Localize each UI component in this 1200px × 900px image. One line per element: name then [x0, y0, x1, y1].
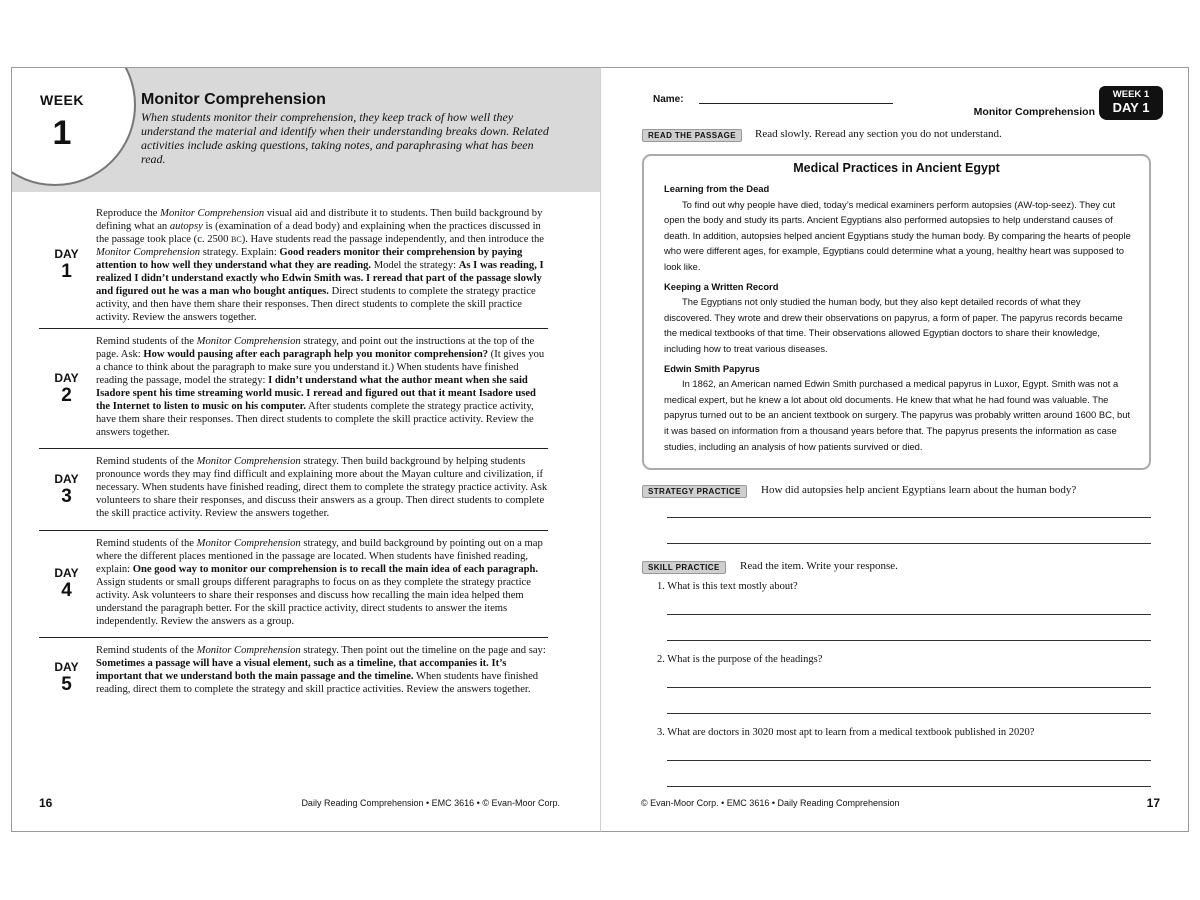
passage-heading: Keeping a Written Record: [664, 280, 779, 292]
read-passage-label: READ THE PASSAGE: [642, 129, 742, 142]
passage-paragraph: To find out why people have died, today’s medical examiners perform autopsies (AW-top-seez). They cut open the body and study its parts. Ancient Egyptians also performed autopsies to help understand causes of death. In addition, autopsies helped ancient Egyptians study the human body. By comparing the hearts of people who were different ages, for example, Egyptians could determine what a young, healthy heart was supposed to look like.: [664, 198, 1131, 272]
day-instructions: Remind students of the Monitor Comprehension strategy. Then point out the timeline on the page and say: Sometimes a passage will have a visual element, such as a timeline, that accompanies it. It’s important that we understand both the main passage and the timeline. When students have finished reading, direct them to complete the strategy and skill practice activities. Review the answers together.: [96, 645, 546, 695]
strategy-question: How did autopsies help ancient Egyptians learn about the human body?: [761, 484, 1077, 496]
lesson-title: Monitor Comprehension: [141, 91, 326, 108]
day-tag: [39, 638, 94, 718]
day-tag: [39, 329, 94, 448]
passage-box: [642, 154, 1151, 470]
day-plan: [39, 449, 548, 531]
answer-line[interactable]: [667, 614, 1151, 615]
student-page: [600, 67, 1189, 832]
teacher-page: [11, 67, 600, 832]
strategy-practice-label: STRATEGY PRACTICE: [642, 485, 747, 498]
page-number: 17: [1146, 796, 1160, 810]
day-label: DAY: [54, 370, 79, 385]
day-label: DAY: [54, 471, 79, 486]
name-label: Name:: [653, 94, 684, 105]
page-footer: © Evan-Moor Corp. • EMC 3616 • Daily Reading Comprehension: [641, 798, 900, 808]
passage-heading: Learning from the Dead: [664, 183, 770, 194]
week-number: 1: [52, 114, 72, 152]
day-instructions: Remind students of the Monitor Comprehension strategy, and build background by pointing out on a map where the different places mentioned in the passage are located. When students have finished reading, explain: One good way to monitor our comprehension is to recall the main idea of each paragraph. Assign students or small groups different paragraphs to focus on as they complete the strategy practice activity. Ask volunteers to share their responses and discuss how recalling the main idea helped them understand the paragraph better. For the skill practice activity, direct students to answer the items independently. Review the answers as a group.: [96, 538, 543, 627]
day-label: DAY: [54, 566, 79, 580]
passage-paragraph: The Egyptians not only studied the human body, but they also kept detailed records of what they discovered. They wrote and drew their observations on papyrus, a form of paper. The papyrus records became the medical textbooks of that time. Their observations allowed Egyptian doctors to share their knowledge, including how to treat various diseases.: [664, 296, 1123, 354]
question-3: 3. What are doctors in 3020 most apt to learn from a medical textbook published in 2020?: [657, 727, 1035, 738]
page-number: 16: [39, 796, 53, 810]
question-1: 1. What is this text mostly about?: [657, 581, 798, 592]
day-number: 3: [61, 485, 72, 507]
answer-line[interactable]: [667, 517, 1151, 518]
lesson-description: When students monitor their comprehension, they keep track of how well they understand the material and identify when their understanding breaks down. Related activities include asking questions, taking notes, and paraphrasing what has been read.: [141, 110, 549, 166]
answer-line[interactable]: [667, 786, 1151, 787]
week-day-tab: [1099, 86, 1163, 120]
read-instruction: Read slowly. Reread any section you do not understand.: [755, 128, 1002, 140]
answer-line[interactable]: [667, 687, 1151, 688]
day-instructions: Remind students of the Monitor Comprehension strategy. Then build background by helping students pronounce words they may find difficult and explaining more about the Mayan culture and civilization, if necessary. When students have finished reading, direct them to complete the strategy practice activity. Ask volunteers to share their responses, and discuss their answers as a group. Then direct students to complete the skill practice activity. Review the answers together.: [96, 456, 548, 519]
day-instructions: Remind students of the Monitor Comprehension strategy, and point out the instructions at the top of the page. Ask: How would pausing after each paragraph help you monitor comprehension? (It gives you a chance to think about the paragraph to make sure you understand it.) When students have finished reading the passage, model the strategy: I didn’t understand what the author meant when she said Isadore spent his time streaming world music. I reread and figured out that it meant Isadore used the Internet to listen to music on his computer. After students complete the strategy practice activity, have them share their responses. Then direct students to complete the skill practice activity. Review the answers together.: [96, 336, 545, 438]
skill-practice-label: SKILL PRACTICE: [642, 561, 726, 574]
day-plan-list: [39, 201, 548, 718]
answer-line[interactable]: [667, 640, 1151, 641]
name-field[interactable]: [699, 103, 893, 104]
passage-body: [644, 175, 1149, 454]
day-tag: [39, 531, 94, 637]
passage-paragraph: In 1862, an American named Edwin Smith purchased a medical papyrus in Luxor, Egypt. Smith was not a medical expert, but he knew a lot about old documents. He knew that what he had found was valuable. The papyrus turned out to be an ancient textbook on surgery. The papyrus was probably written around 1600 BC, but it was based on information from a thousand years before that. The papyrus presents the information as case studies, including an analysis of how patients survived or died.: [664, 378, 1131, 452]
day-plan: [39, 201, 548, 329]
day-tag: [39, 449, 94, 530]
answer-line[interactable]: [667, 543, 1151, 544]
day-number: 1: [61, 260, 72, 282]
answer-line[interactable]: [667, 713, 1151, 714]
passage-heading: Edwin Smith Papyrus: [664, 362, 760, 374]
day-label: DAY: [54, 660, 79, 674]
day-number: 5: [61, 674, 72, 695]
lesson-header: [12, 68, 600, 192]
book-spread: [11, 67, 1189, 832]
day-tag: [39, 201, 94, 328]
week-tab-label: WEEK 1: [1112, 89, 1150, 100]
day-label: DAY: [54, 246, 79, 261]
day-plan: [39, 531, 548, 638]
day-number: 2: [61, 384, 72, 406]
day-tab-label: DAY 1: [1112, 100, 1150, 115]
page-title: Monitor Comprehension: [973, 106, 1095, 118]
week-label: WEEK: [40, 92, 84, 108]
answer-line[interactable]: [667, 760, 1151, 761]
day-instructions: Reproduce the Monitor Comprehension visual aid and distribute it to students. Then build background by defining what an autopsy is (examination of a dead body) and explaining when the practices discussed in the passage took place (c. 2500 BC). Have students read the passage independently, and then introduce the Monitor Comprehension strategy. Explain: Good readers monitor their comprehension by paying attention to how well they understand what they are reading. Model the strategy: As I was reading, I realized I didn’t understand exactly who Edwin Smith was. I reread that part of the passage slowly and figured out he was a man who bought antiques. Direct students to complete the strategy practice activity, and then have them share their responses. Then direct students to complete the skill practice activity. Review the answers together.: [96, 208, 545, 323]
skill-instruction: Read the item. Write your response.: [740, 560, 898, 572]
page-footer: Daily Reading Comprehension • EMC 3616 • © Evan-Moor Corp.: [301, 798, 560, 808]
question-2: 2. What is the purpose of the headings?: [657, 654, 823, 665]
day-plan: [39, 329, 548, 449]
day-plan: [39, 638, 548, 718]
day-number: 4: [61, 580, 72, 601]
passage-title: Medical Practices in Ancient Egypt: [793, 161, 1000, 175]
